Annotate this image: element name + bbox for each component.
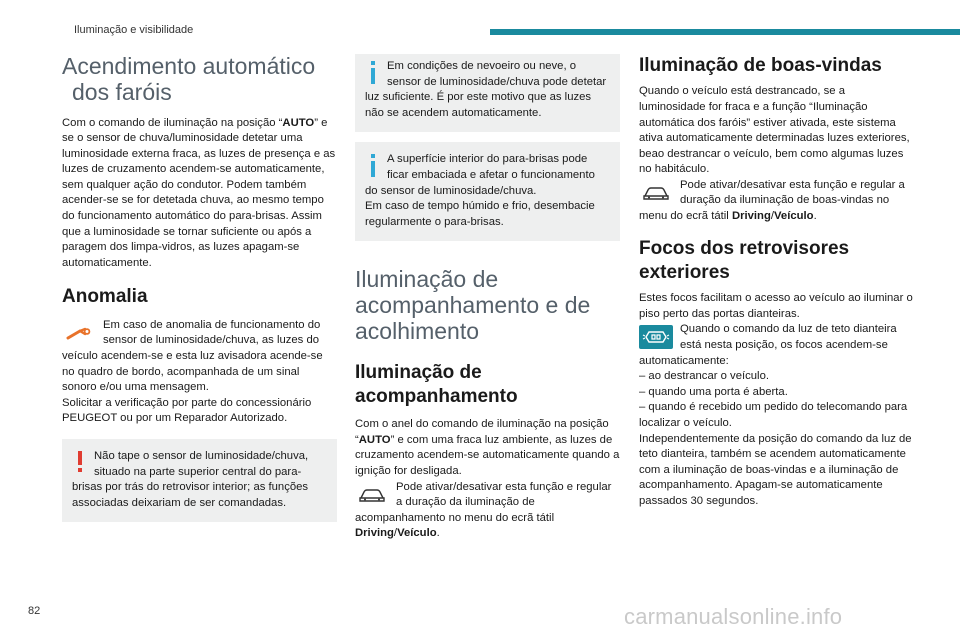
left-column <box>62 54 337 522</box>
mirror-lamps-closing: Independentemente da posição do comando da luz de teto dianteira, também se acendem automaticamente com a iluminação de boas-vindas e a iluminação de acompanhamento. Apagam-se automaticamente passados 30 segundos. <box>639 432 912 507</box>
vehicle-settings-icon <box>639 181 673 205</box>
warning-note: Não tape o sensor de luminosidade/chuva, situado na parte superior central do para-brisas por trás do retrovisor interior; as funções associadas deixariam de ser comandadas. <box>62 439 337 522</box>
auto-keyword: AUTO <box>282 116 315 129</box>
welcome-lighting-heading: Iluminação de boas-vindas <box>639 55 882 76</box>
welcome-lighting-settings: Pode ativar/desativar esta função e regular a duração da iluminação de boas-vindas no menu do ecrã tátil Driving/Veículo. <box>639 178 905 223</box>
page-number: 82 <box>28 605 41 617</box>
info-note-windscreen: A superfície interior do para-brisas pode ficar embaciada e afetar o funcionamento do sensor de luminosidade/chuva. Em caso de tempo húmido e frio, desembacie regularmente o para-brisas. <box>355 142 620 241</box>
list-item: – quando é recebido um pedido do telecomando para localizar o veículo. <box>639 401 908 430</box>
anomaly-warning-light-icon <box>62 321 96 345</box>
warning-exclamation-icon <box>72 451 88 477</box>
auto-headlights-heading: Acendimento automático dos faróis <box>62 53 316 105</box>
anomaly-paragraph: Em caso de anomalia de funcionamento do sensor de luminosidade/chuva, as luzes do veículo acendem-se e esta luz avisadora acende-se no quadro de bordo, acompanhada de um sinal sonoro e/ou uma mensagem. Solicitar a verificação por parte do concessionário PEUGEOT ou por um Reparador Autorizado. <box>62 318 323 425</box>
auto-headlights-text: Com o comando de iluminação na posição “AUTO” e se o sensor de chuva/luminosidade detetar uma luminosidade externa fraca, as luzes de presença e as luzes de cruzamento acendem-se automaticamente, sem qualquer ação do condutor. Podem também acender-se se for detetada chuva, ao mesmo tempo do funcionamento automático do para-brisas. Assim que a luminosidade se tornar suficiente ou após a paragem dos limpa-vidros, as luzes apagam-se automaticamente. <box>62 116 336 269</box>
info-icon <box>365 61 381 87</box>
follow-me-settings: Pode ativar/desativar esta função e regular a duração da iluminação de acompanhamento no menu do ecrã tátil Driving/Veículo. <box>355 480 612 540</box>
mirror-lamps-text: Estes focos facilitam o acesso ao veículo ao iluminar o piso perto das portas dianteiras. <box>639 292 913 320</box>
list-item: – quando uma porta é aberta. <box>639 385 788 398</box>
header-accent-bar <box>490 29 960 35</box>
list-item: – ao destrancar o veículo. <box>639 370 769 383</box>
courtesy-light-door-icon <box>639 325 673 349</box>
watermark: carmanualsonline.info <box>624 604 843 629</box>
follow-me-text: Com o anel do comando de iluminação na posição “AUTO” e com uma fraca luz ambiente, as luzes de cruzamento acendem-se automaticamente quando a ignição for desligada. <box>355 418 620 477</box>
welcome-lighting-text: Quando o veículo está destrancado, se a luminosidade for fraca e a função “Iluminação automática dos faróis” estiver ativada, este sistema ativa automaticamente determinadas luzes exteriores, beao destrancar o veículo, bem como algumas luzes no habitáculo. <box>639 85 910 176</box>
running-header: Iluminação e visibilidade <box>74 24 194 36</box>
anomaly-heading: Anomalia <box>62 286 148 308</box>
mirror-lamps-heading: Focos dos retrovisores exteriores <box>639 237 850 283</box>
mirror-lamps-paragraph: Quando o comando da luz de teto dianteira está nesta posição, os focos acendem-se automaticamente: – ao destrancar o veículo. – quando uma porta é aberta. – quando é recebido um pedido do telecomando para localizar o veículo. Independentemente da posição do comando da luz de teto dianteira, também se acendem automaticamente com a iluminação de boas-vindas e a iluminação de acompanhamento. Apagam-se automaticamente passados 30 segundos. <box>639 322 914 509</box>
follow-me-heading: Iluminação de acompanhamento <box>355 361 518 407</box>
right-column <box>639 54 914 510</box>
middle-column <box>355 54 620 542</box>
info-note-fog: Em condições de nevoeiro ou neve, o sensor de luminosidade/chuva pode detetar luz suficiente. É por este motivo que as luzes não se acendem automaticamente. <box>355 54 620 132</box>
vehicle-settings-icon <box>355 483 389 507</box>
follow-me-section-heading: Iluminação de acompanhamento e de acolhimento <box>355 266 591 344</box>
info-icon <box>365 154 381 180</box>
